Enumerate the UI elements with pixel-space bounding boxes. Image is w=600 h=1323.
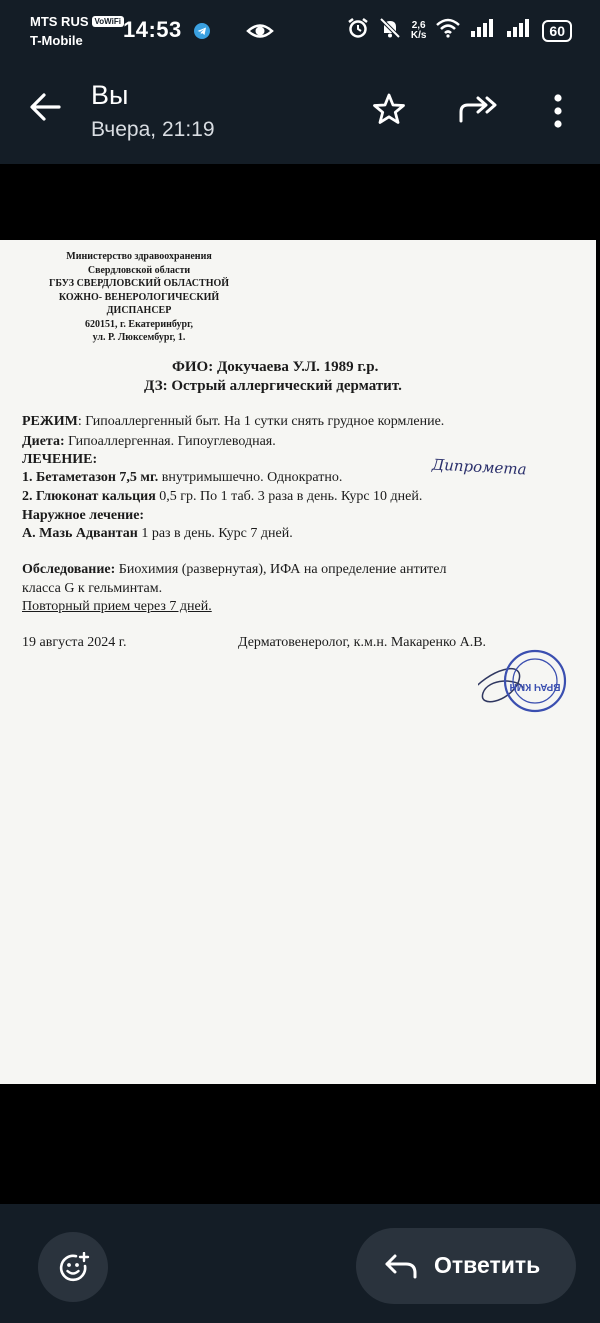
app-bar bbox=[0, 62, 600, 164]
signal-icon bbox=[506, 19, 532, 42]
item-number: 2. bbox=[22, 489, 33, 504]
telegram-icon bbox=[194, 23, 210, 39]
org-line: КОЖНО- ВЕНЕРОЛОГИЧЕСКИЙ bbox=[58, 291, 220, 303]
treatment-item-a bbox=[22, 526, 293, 542]
org-line: Министерство здравоохранения bbox=[66, 251, 212, 262]
examination-line bbox=[22, 562, 447, 578]
exam-text: Биохимия (развернутая), ИФА на определение антител bbox=[115, 562, 447, 577]
sender-name: Вы bbox=[91, 80, 129, 110]
reply-icon bbox=[384, 1252, 418, 1285]
signal-icon bbox=[470, 19, 496, 42]
treatment-heading: ЛЕЧЕНИЕ: bbox=[22, 452, 98, 467]
alarm-icon bbox=[347, 17, 369, 44]
item-number: А. bbox=[22, 526, 36, 541]
org-line: ГБУЗ СВЕРДЛОВСКИЙ ОБЛАСТНОЙ bbox=[48, 278, 230, 289]
drug-instructions: 1 раз в день. Курс 7 дней. bbox=[137, 526, 293, 541]
bottom-action-bar bbox=[0, 1204, 600, 1323]
regime-text: : Гипоаллергенный быт. На 1 сутки снять грудное кормление. bbox=[77, 414, 445, 429]
regime-line bbox=[22, 414, 444, 430]
regime-label: РЕЖИМ bbox=[22, 414, 78, 429]
treatment-item-1 bbox=[22, 470, 342, 486]
organization-header bbox=[24, 250, 254, 345]
external-treatment-heading: Наружное лечение: bbox=[22, 508, 145, 523]
drug-instructions: внутримышечно. Однократно. bbox=[158, 470, 343, 485]
diet-label: Диета: bbox=[22, 434, 65, 449]
org-line: Свердловской области bbox=[87, 264, 191, 276]
org-line: ул. Р. Люксембург, 1. bbox=[92, 332, 186, 343]
network-speed bbox=[411, 21, 427, 41]
carrier-1-label: MTS RUS bbox=[30, 14, 89, 29]
drug-instructions: 0,5 гр. По 1 таб. 3 раза в день. Курс 10 дней. bbox=[155, 489, 423, 504]
mute-icon bbox=[379, 17, 401, 44]
speed-unit: K/s bbox=[410, 29, 427, 41]
media-viewer[interactable] bbox=[0, 164, 600, 1204]
org-line: ДИСПАНСЕР bbox=[106, 305, 172, 316]
drug-name: Бетаметазон 7,5 мг. bbox=[36, 470, 159, 485]
drug-name: Глюконат кальция bbox=[36, 489, 156, 504]
document-date: 19 августа 2024 г. bbox=[22, 635, 127, 650]
eye-icon bbox=[246, 20, 274, 47]
diet-line bbox=[22, 434, 276, 450]
speed-value: 2,6 bbox=[411, 19, 426, 31]
drug-name: Мазь Адвантан bbox=[39, 526, 138, 541]
doctor-signature-line: Дерматовенеролог, к.м.н. Макаренко А.В. bbox=[238, 635, 487, 650]
handwritten-note: Дипромета bbox=[431, 455, 528, 479]
forward-icon[interactable] bbox=[458, 96, 500, 129]
carrier-1 bbox=[30, 14, 124, 29]
treatment-item-2 bbox=[22, 489, 422, 505]
document-photo bbox=[0, 240, 596, 1084]
diet-text: Гипоаллергенная. Гипоуглеводная. bbox=[64, 434, 276, 449]
carrier-2: T-Mobile bbox=[30, 33, 83, 48]
clock: 14:53 bbox=[123, 17, 182, 42]
vowifi-badge: VoWiFi bbox=[92, 16, 124, 27]
reply-button[interactable] bbox=[356, 1228, 576, 1304]
item-number: 1. bbox=[22, 470, 33, 485]
diagnosis: ДЗ: Острый аллергический дерматит. bbox=[144, 378, 402, 394]
reply-label: Ответить bbox=[434, 1252, 541, 1278]
stamp-text: ВРАЧ КМН bbox=[509, 681, 561, 692]
back-arrow-icon[interactable] bbox=[28, 90, 62, 129]
doctor-stamp bbox=[478, 648, 568, 714]
wifi-icon bbox=[436, 18, 460, 43]
status-icons bbox=[347, 17, 572, 44]
battery-indicator: 60 bbox=[542, 20, 572, 42]
status-bar bbox=[0, 0, 600, 62]
emoji-add-icon bbox=[58, 1252, 90, 1289]
org-line: 620151, г. Екатеринбург, bbox=[85, 318, 193, 330]
star-icon[interactable] bbox=[372, 92, 406, 131]
exam-label: Обследование: bbox=[22, 562, 116, 577]
follow-up: Повторный прием через 7 дней. bbox=[22, 599, 212, 614]
more-icon[interactable] bbox=[553, 94, 563, 133]
patient-name: ФИО: Докучаева У.Л. 1989 г.р. bbox=[172, 359, 379, 375]
examination-line-2: класса G к гельминтам. bbox=[22, 581, 163, 596]
add-reaction-button[interactable] bbox=[38, 1232, 108, 1302]
message-date: Вчера, 21:19 bbox=[91, 118, 215, 141]
